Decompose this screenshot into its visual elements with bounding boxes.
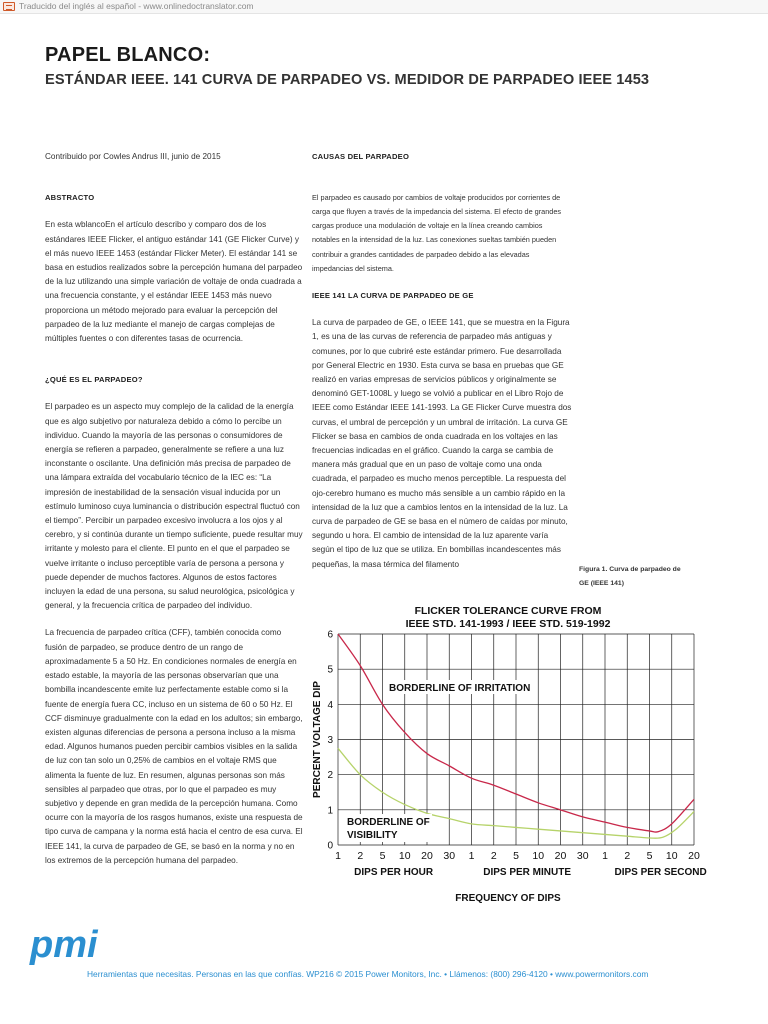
- footer-text: Herramientas que necesitas. Personas en las que confías. WP216 © 2015 Power Monitors, Inc. • Llámenos: (800) 296-4120 • www.powermonitors.com: [87, 969, 649, 979]
- x-tick-label: 2: [490, 850, 497, 862]
- chart-title-line2: IEEE STD. 141-1993 / IEEE STD. 519-1992: [405, 618, 611, 630]
- x-tick-label: 1: [602, 850, 608, 862]
- irritation-series-label: BORDERLINE OF IRRITATION: [389, 683, 531, 694]
- chart-svg: [306, 600, 710, 910]
- flicker-curve-chart: [306, 600, 710, 910]
- translation-banner-text[interactable]: Traducido del inglés al español - www.onlinedoctranslator.com: [19, 1, 254, 11]
- y-tick-label: 3: [327, 735, 333, 746]
- what-is-flicker-text: El parpadeo es un aspecto muy complejo de la calidad de la energía que es algo subjetivo por naturaleza debido a cómo lo percibe un individuo. Cuando la mayoría de las personas o consumidores de energía se refieren a parpadeo, generalmente se refiere a una luz inconstante o oscilante. Una definición más precisa de parpadeo de una lámpara extraída del vocabulario técnico de la IEC es: “La impresión de inestabilidad de la sensación visual inducida por un estímulo luminoso cuya luminancia o distribución espectral fluctuó con el tiempo”. Percibir un parpadeo excesivo involucra a los ojos y al cerebro, y si continúa durante un tiempo suficiente, puede resultar muy irritante y molesto para el cliente. El punto en el que el parpadeo se vuelve irritante o incluso perceptible varía de persona a persona y puede depender de muchos factores. Algunos de estos factores incluyen la edad de una persona, su salud neurológica, psicológica y general, y la frecuencia crítica de parpadeo del individuo.: [45, 402, 303, 611]
- document-title: PAPEL BLANCO:: [45, 44, 211, 66]
- x-tick-label: 10: [398, 850, 411, 862]
- x-tick-label: 20: [421, 850, 433, 862]
- x-tick-label: 2: [357, 850, 364, 862]
- y-tick-label: 0: [327, 840, 333, 852]
- x-tick-label: 30: [443, 850, 456, 862]
- chart-title-line1: FLICKER TOLERANCE CURVE FROM: [414, 605, 602, 617]
- x-tick-label: 20: [688, 850, 700, 862]
- x-tick-label: 5: [379, 850, 386, 862]
- abstract-heading: ABSTRACTO: [45, 193, 95, 203]
- x-tick-label: 10: [532, 850, 545, 862]
- x-tick-label: 5: [646, 850, 653, 862]
- y-tick-label: 6: [327, 629, 333, 641]
- x-group-label: DIPS PER MINUTE: [483, 867, 572, 878]
- cff-text: La frecuencia de parpadeo crítica (CFF), también conocida como fusión de parpadeo, se produce dentro de un rango de aproximadamente 5 a 50 Hz. En condiciones normales de energía en estado estable, la mayoría de las personas observarían que una bombilla incandescente emite luz perfectamente estable como si la fuente de energía fuera CC, incluso en un sistema de 60 o 50 Hz. El CCF disminuye gradualmente con la edad en los adultos; sin embargo, existen algunas diferencias de persona a persona incluso a la misma edad. Algunos humanos pueden percibir cambios visibles en la salida de luz con tan solo un 0,25% de cambios en el voltaje RMS que alimenta la fuente de luz. En resumen, algunas personas son más sensibles al parpadeo que otras, por lo que el parpadeo es muy subjetivo y depende en gran medida de la percepción humana. Como ocurre con la mayoría de los rasgos humanos, existe una respuesta de tipo curva de campana y la norma está hacia el centro de esa curva. El IEEE 141, la curva de parpadeo de GE, se basó en la norma y no en los extremos de la percepción humana del parpadeo.: [45, 628, 303, 865]
- right-column-top: [312, 150, 570, 289]
- left-column: [45, 150, 303, 881]
- causes-heading: CAUSAS DEL PARPADEO: [312, 152, 410, 161]
- x-axis-label: FREQUENCY OF DIPS: [455, 893, 561, 904]
- x-tick-label: 5: [513, 850, 519, 862]
- y-tick-label: 2: [327, 770, 333, 782]
- x-tick-label: 1: [468, 850, 475, 862]
- x-group-label: DIPS PER HOUR: [354, 867, 434, 878]
- translation-banner: [0, 0, 768, 14]
- y-axis-label: PERCENT VOLTAGE DIP: [312, 681, 323, 798]
- abstract-text: En esta wblancoEn el artículo describo y comparo dos de los estándares IEEE Flicker, el antiguo estándar 141 (GE Flicker Curve) y el más nuevo IEEE 1453 (estándar Flicker Meter). El estándar 141 se basa en estudios realizados sobre la percepción humana del parpadeo de la luz utilizando una simple variación de voltaje de onda cuadrada a una frecuencia constante, y el estándar IEEE 1453 más nuevo proporciona un método mejorado para evaluar la percepción del parpadeo de la luz mediante el manejo de cargas complejas de múltiples fuentes o con diferentes tasas de ocurrencia.: [45, 220, 303, 344]
- y-tick-label: 1: [327, 805, 333, 817]
- causes-text: El parpadeo es causado por cambios de voltaje producidos por corrientes de carga que fluyen a través de la impedancia del sistema. El efecto de grandes cargas produce una modulación de voltaje en la línea creando cambios notables en la intensidad de la luz. Las conexiones sueltas también pueden contribuir a grandes cantidades de parpadeo debido a las elevadas impedancias del sistema.: [312, 193, 562, 273]
- ge-curve-text: La curva de parpadeo de GE, o IEEE 141, que se muestra en la Figura 1, es una de las curvas de referencia de parpadeo más antiguas y comunes, por lo que cubriré este estándar primero. Fue desarrollada por General Electric en 1930. Esta curva se basa en pruebas que GE realizó en varias empresas de servicios públicos y originalmente se denominó GET-1008L y luego se volvió a publicar en el Libro Rojo de IEEE como Estándar IEEE 141-1993. La GE Flicker Curve muestra dos curvas, el umbral de percepción y un umbral de irritación. La curva GE Flicker se basa en cambios de onda cuadrada en los voltajes en las frecuencias indicadas en el gráfico. Cuando la carga se cambia de manera más gradual que en un paso de voltaje como una onda cuadrada, el parpadeo es mucho menos perceptible. La respuesta del ojo-cerebro humano es mucho más sensible a un cambio rápido en la intensidad de la luz que a cambios lentos en la intensidad de la luz. La curva de parpadeo de GE se basa en el número de caídas por minuto, segundo u hora. El cambio de intensidad de la luz aparente varía según el tipo de luz que se utiliza. En bombillas incandescentes más pequeñas, la masa térmica del filamento: [312, 318, 572, 569]
- visibility-series-label-line1: BORDERLINE OF: [347, 817, 430, 828]
- x-tick-label: 10: [665, 850, 678, 862]
- y-tick-label: 4: [327, 699, 333, 711]
- document-subtitle: ESTÁNDAR IEEE. 141 CURVA DE PARPADEO VS. MEDIDOR DE PARPADEO IEEE 1453: [45, 72, 650, 88]
- right-column-ge: [312, 289, 572, 585]
- y-tick-label: 5: [327, 664, 333, 676]
- x-tick-label: 2: [624, 850, 631, 862]
- byline: Contribuido por Cowles Andrus III, junio de 2015: [45, 152, 221, 161]
- ge-curve-heading: IEEE 141 LA CURVA DE PARPADEO DE GE: [312, 291, 474, 300]
- x-tick-label: 1: [335, 850, 341, 862]
- x-tick-label: 20: [554, 850, 567, 862]
- x-tick-label: 30: [576, 850, 589, 862]
- translate-icon: [3, 2, 15, 11]
- pmi-logo-text: pmi: [30, 929, 98, 966]
- visibility-series-label-line2: VISIBILITY: [347, 830, 398, 841]
- pmi-logo: [28, 929, 126, 971]
- figure-caption: Figura 1. Curva de parpadeo de GE (IEEE 141): [579, 566, 681, 587]
- x-group-label: DIPS PER SECOND: [614, 867, 707, 878]
- what-is-flicker-heading: ¿QUÉ ES EL PARPADEO?: [45, 375, 143, 385]
